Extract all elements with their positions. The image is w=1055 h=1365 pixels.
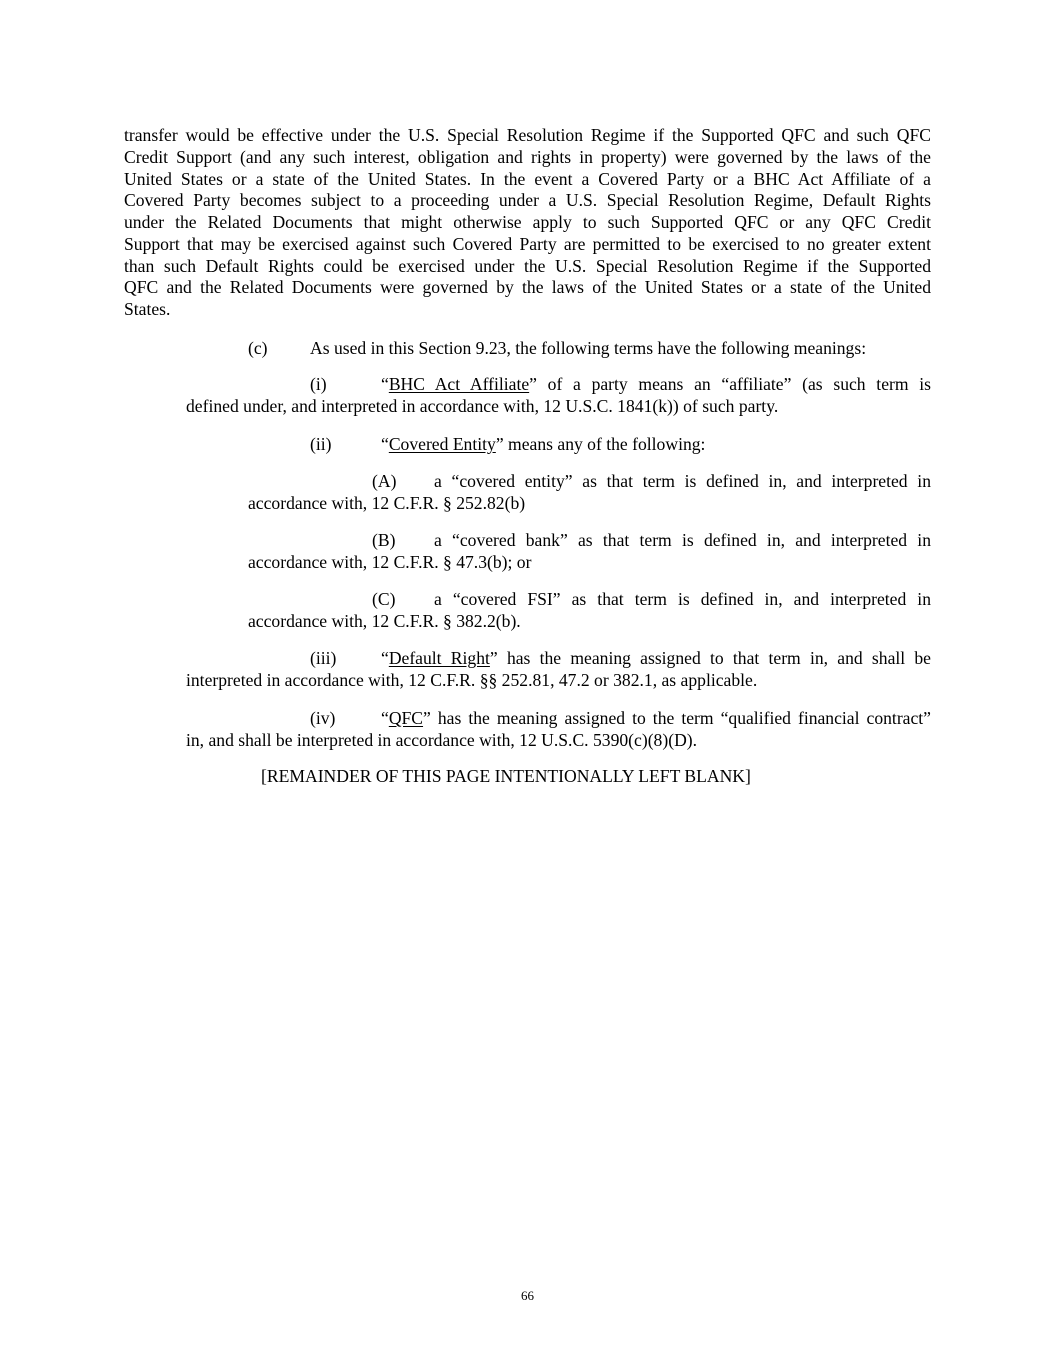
covered-entity-item-b — [248, 530, 931, 574]
section-c-number: (c) — [248, 338, 268, 358]
paragraph-line: Credit Support (and any such interest, obligation and rights in property) were governed by the laws of the — [124, 146, 931, 167]
item-iv-line1-rest: ” has the meaning assigned to the term “qualified financial contract” — [423, 708, 931, 728]
item-i-line1-rest: ” of a party means an “affiliate” (as such term is — [529, 374, 931, 394]
defined-term-default-right: Default Right — [388, 648, 490, 668]
page-number: 66 — [521, 1288, 534, 1303]
item-i-line2: defined under, and interpreted in accordance with, 12 U.S.C. 1841(k)) of such party. — [186, 395, 779, 416]
paragraph-line: United States or a state of the United States. In the event a Covered Party or a BHC Act Affiliate of a — [124, 168, 931, 189]
item-iii-line1-rest: ” has the meaning assigned to that term in, and shall be — [489, 648, 931, 668]
item-ii-line1-rest: ” means any of the following: — [495, 434, 706, 454]
item-iii-open-quote: “ — [381, 648, 389, 668]
paragraph-line: under the Related Documents that might otherwise apply to such Supported QFC or any QFC Credit — [124, 212, 931, 232]
continuation-paragraph — [124, 125, 931, 321]
defined-term-bhc-act-affiliate: BHC Act Affiliate — [388, 374, 530, 394]
paragraph-line: transfer would be effective under the U.S. Special Resolution Regime if the Supported QFC and such QFC — [124, 125, 931, 145]
item-iv-line2: in, and shall be interpreted in accordance with, 12 U.S.C. 5390(c)(8)(D). — [186, 729, 698, 750]
paragraph-line: than such Default Rights could be exercised under the U.S. Special Resolution Regime if the Supported — [124, 255, 931, 276]
item-iii-line2: interpreted in accordance with, 12 C.F.R. §§ 252.81, 47.2 or 382.1, as applicable. — [186, 669, 758, 690]
paragraph-line: Covered Party becomes subject to a proceeding under a U.S. Special Resolution Regime, Default Rights — [124, 190, 931, 211]
item-i-number: (i) — [310, 374, 327, 394]
definition-default-right — [186, 648, 931, 692]
item-ii-number: (ii) — [310, 434, 332, 454]
definition-bhc-act-affiliate — [186, 374, 931, 418]
paragraph-line: Support that may be exercised against such Covered Party are permitted to be exercised to no greater extent — [124, 233, 931, 254]
item-iii-number: (iii) — [310, 648, 337, 668]
item-ii-open-quote: “ — [381, 434, 389, 454]
definition-qfc — [186, 708, 931, 752]
item-c-line2: accordance with, 12 C.F.R. § 382.2(b). — [248, 610, 521, 631]
defined-term-covered-entity: Covered Entity — [388, 434, 496, 454]
definition-covered-entity — [310, 434, 931, 456]
section-c-text: As used in this Section 9.23, the following terms have the following meanings: — [310, 338, 867, 358]
item-i-open-quote: “ — [381, 374, 389, 394]
covered-entity-item-c — [248, 589, 931, 633]
item-c-line1: a “covered FSI” as that term is defined in, and interpreted in — [434, 589, 931, 609]
paragraph-line: States. — [124, 299, 171, 319]
item-b-line2: accordance with, 12 C.F.R. § 47.3(b); or — [248, 551, 532, 572]
item-iv-open-quote: “ — [381, 708, 389, 728]
item-a-line1: a “covered entity” as that term is defined in, and interpreted in — [434, 471, 931, 491]
remainder-blank-notice: [REMAINDER OF THIS PAGE INTENTIONALLY LEFT BLANK] — [261, 766, 751, 786]
item-b-line1: a “covered bank” as that term is defined in, and interpreted in — [434, 530, 931, 550]
covered-entity-item-a — [248, 471, 931, 515]
item-c-number: (C) — [372, 589, 396, 609]
item-a-line2: accordance with, 12 C.F.R. § 252.82(b) — [248, 492, 526, 513]
defined-term-qfc: QFC — [388, 708, 424, 728]
section-c — [248, 338, 931, 360]
paragraph-line: QFC and the Related Documents were governed by the laws of the United States or a state of the United — [124, 277, 931, 298]
item-a-number: (A) — [372, 471, 397, 491]
item-iv-number: (iv) — [310, 708, 336, 728]
item-b-number: (B) — [372, 530, 396, 550]
